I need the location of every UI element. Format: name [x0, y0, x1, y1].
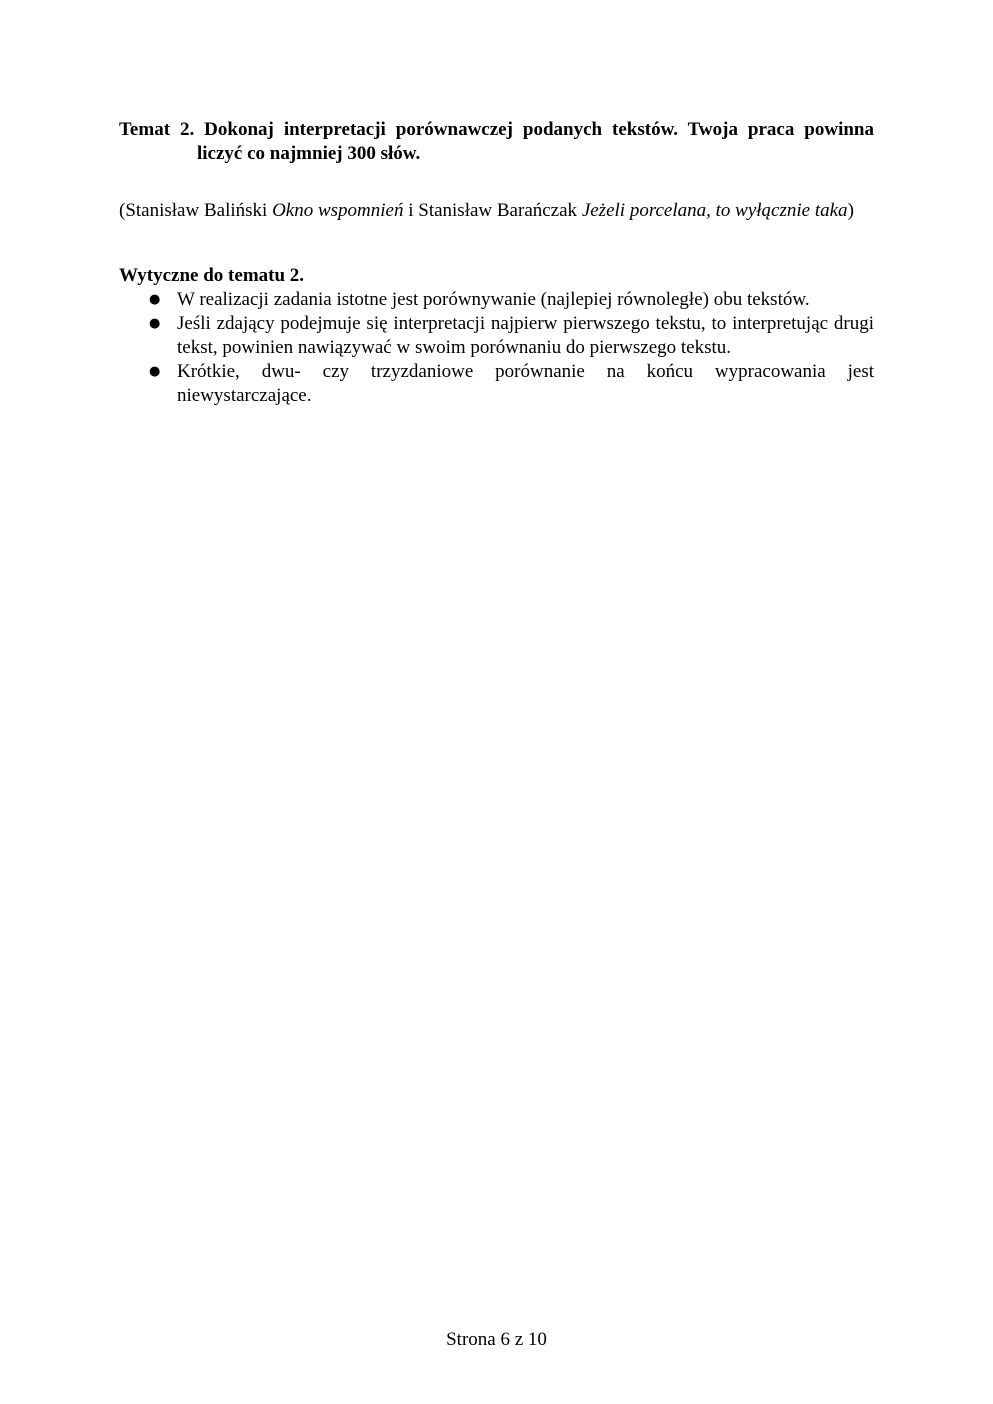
bullet-icon: ● — [149, 292, 161, 307]
source-close: ) — [847, 200, 854, 221]
bullet-icon: ● — [149, 364, 161, 379]
list-item — [147, 312, 874, 360]
guidelines-list — [147, 288, 874, 408]
guideline-text: Krótkie, dwu- czy trzyzdaniowe porównanie na końcu wypracowania jest niewystarczające. — [177, 361, 874, 406]
list-item — [147, 288, 874, 312]
bullet-icon: ● — [149, 316, 161, 331]
source-title-2: Jeżeli porcelana, to wyłącznie taka — [581, 200, 848, 221]
source-open: (Stanisław Baliński — [119, 200, 273, 221]
topic-heading: Temat 2. Dokonaj interpretacji porównawczej podanych tekstów. Twoja praca powinna liczyć co najmniej 300 słów. — [119, 119, 874, 164]
guideline-text: W realizacji zadania istotne jest porównywanie (najlepiej równoległe) obu tekstów. — [177, 289, 810, 310]
page-number: Strona 6 z 10 — [446, 1329, 547, 1350]
guideline-text: Jeśli zdający podejmuje się interpretacji najpierw pierwszego tekstu, to interpretując drugi tekst, powinien nawiązywać w swoim porównaniu do pierwszego tekstu. — [177, 313, 874, 358]
source-title-1: Okno wspomnień — [272, 200, 404, 221]
list-item — [147, 360, 874, 408]
source-texts — [119, 199, 874, 223]
source-middle: i Stanisław Barańczak — [403, 200, 582, 221]
guidelines-heading: Wytyczne do tematu 2. — [119, 265, 305, 286]
